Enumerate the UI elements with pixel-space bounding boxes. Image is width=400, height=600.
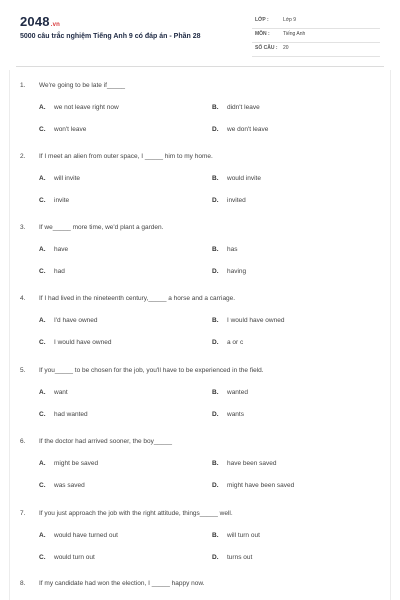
option-c[interactable]: [39, 268, 65, 275]
option-letter: C.: [39, 268, 46, 275]
meta-row-grade: [252, 14, 380, 29]
question-2: [0, 153, 400, 213]
meta-value: 20: [283, 45, 289, 51]
option-text: have: [54, 246, 69, 253]
option-text: will invite: [54, 175, 81, 182]
option-letter: B.: [212, 460, 219, 467]
option-letter: C.: [39, 339, 46, 346]
question-6: [0, 438, 400, 498]
option-letter: A.: [39, 104, 46, 111]
question-stem: We're going to be late if_____: [39, 82, 126, 89]
option-text: might have been saved: [227, 482, 295, 489]
option-letter: A.: [39, 389, 46, 396]
option-letter: D.: [212, 268, 219, 275]
option-text: might be saved: [54, 460, 99, 467]
option-text: won't leave: [54, 126, 87, 133]
question-stem: If we_____ more time, we'd plant a garden.: [39, 224, 164, 231]
option-a[interactable]: [39, 389, 68, 396]
option-text: would turn out: [54, 554, 95, 561]
option-text: had: [54, 268, 65, 275]
meta-value: Tiếng Anh: [283, 31, 306, 37]
document-header: [0, 0, 400, 70]
option-letter: D.: [212, 339, 219, 346]
option-text: wanted: [227, 389, 248, 396]
question-number: 6.: [20, 438, 26, 445]
option-c[interactable]: [39, 482, 85, 489]
option-d[interactable]: [212, 197, 246, 204]
option-text: a or c: [227, 339, 244, 346]
option-text: would have turned out: [54, 532, 118, 539]
option-d[interactable]: [212, 268, 246, 275]
question-number: 4.: [20, 295, 26, 302]
option-letter: A.: [39, 460, 46, 467]
document-title: 5000 câu trắc nghiệm Tiếng Anh 9 có đáp án - Phần 28: [20, 33, 201, 40]
question-1: [0, 82, 400, 142]
meta-key: SỐ CÂU :: [255, 45, 278, 51]
option-text: having: [227, 268, 247, 275]
option-d[interactable]: [212, 339, 243, 346]
option-c[interactable]: [39, 554, 95, 561]
option-b[interactable]: [212, 532, 260, 539]
option-text: didn't leave: [227, 104, 260, 111]
option-text: would invite: [227, 175, 261, 182]
option-d[interactable]: [212, 126, 268, 133]
question-stem: If you just approach the job with the right attitude, things_____ well.: [39, 510, 233, 517]
option-b[interactable]: [212, 317, 284, 324]
option-letter: C.: [39, 126, 46, 133]
meta-row-subject: [252, 28, 380, 43]
option-a[interactable]: [39, 104, 119, 111]
option-text: we not leave right now: [54, 104, 119, 111]
option-letter: C.: [39, 482, 46, 489]
option-letter: B.: [212, 389, 219, 396]
option-text: wants: [227, 411, 244, 418]
option-c[interactable]: [39, 197, 69, 204]
option-text: I would have owned: [54, 339, 112, 346]
option-a[interactable]: [39, 246, 68, 253]
option-letter: D.: [212, 126, 219, 133]
option-text: want: [54, 389, 68, 396]
option-text: I would have owned: [227, 317, 285, 324]
header-divider: [16, 66, 384, 67]
question-3: [0, 224, 400, 284]
question-number: 5.: [20, 367, 26, 374]
option-letter: B.: [212, 104, 219, 111]
option-b[interactable]: [212, 460, 277, 467]
option-text: we don't leave: [227, 126, 269, 133]
option-letter: B.: [212, 532, 219, 539]
option-d[interactable]: [212, 411, 244, 418]
option-letter: A.: [39, 317, 46, 324]
option-letter: D.: [212, 482, 219, 489]
option-c[interactable]: [39, 411, 88, 418]
option-text: invited: [227, 197, 246, 204]
option-text: I'd have owned: [54, 317, 98, 324]
option-text: turns out: [227, 554, 253, 561]
option-letter: A.: [39, 246, 46, 253]
option-text: was saved: [54, 482, 85, 489]
site-logo[interactable]: [20, 14, 60, 29]
option-a[interactable]: [39, 317, 98, 324]
option-c[interactable]: [39, 339, 111, 346]
option-text: will turn out: [227, 532, 260, 539]
question-stem: If my candidate had won the election, I _____ happy now.: [39, 580, 205, 587]
option-a[interactable]: [39, 175, 80, 182]
option-letter: A.: [39, 532, 46, 539]
option-b[interactable]: [212, 246, 237, 253]
question-7: [0, 510, 400, 570]
option-a[interactable]: [39, 532, 118, 539]
question-number: 8.: [20, 580, 26, 587]
option-letter: D.: [212, 411, 219, 418]
option-letter: A.: [39, 175, 46, 182]
option-letter: D.: [212, 197, 219, 204]
logo-text: 2048: [20, 14, 50, 29]
option-d[interactable]: [212, 482, 294, 489]
option-letter: B.: [212, 175, 219, 182]
logo-domain: .vn: [50, 22, 61, 28]
option-letter: B.: [212, 246, 219, 253]
question-number: 1.: [20, 82, 26, 89]
option-b[interactable]: [212, 389, 248, 396]
option-a[interactable]: [39, 460, 98, 467]
meta-value: Lớp 9: [283, 17, 297, 23]
question-number: 3.: [20, 224, 26, 231]
option-letter: C.: [39, 554, 46, 561]
question-stem: If I meet an alien from outer space, I _____ him to my home.: [39, 153, 213, 160]
option-letter: D.: [212, 554, 219, 561]
option-text: invite: [54, 197, 70, 204]
option-letter: C.: [39, 197, 46, 204]
option-b[interactable]: [212, 104, 260, 111]
meta-key: LỚP :: [255, 17, 269, 23]
option-letter: C.: [39, 411, 46, 418]
question-stem: If you_____ to be chosen for the job, you'll have to be experienced in the field.: [39, 367, 264, 374]
option-d[interactable]: [212, 554, 252, 561]
question-4: [0, 295, 400, 355]
meta-key: MÔN :: [255, 31, 270, 37]
option-b[interactable]: [212, 175, 261, 182]
question-5: [0, 367, 400, 427]
option-text: had wanted: [54, 411, 88, 418]
question-stem: If the doctor had arrived sooner, the boy_____: [39, 438, 172, 445]
option-text: has: [227, 246, 238, 253]
option-c[interactable]: [39, 126, 86, 133]
option-letter: B.: [212, 317, 219, 324]
question-number: 2.: [20, 153, 26, 160]
option-text: have been saved: [227, 460, 277, 467]
question-number: 7.: [20, 510, 26, 517]
question-stem: If I had lived in the nineteenth century,_____ a horse and a carriage.: [39, 295, 236, 302]
question-8: [0, 580, 400, 594]
meta-row-count: [252, 42, 380, 57]
